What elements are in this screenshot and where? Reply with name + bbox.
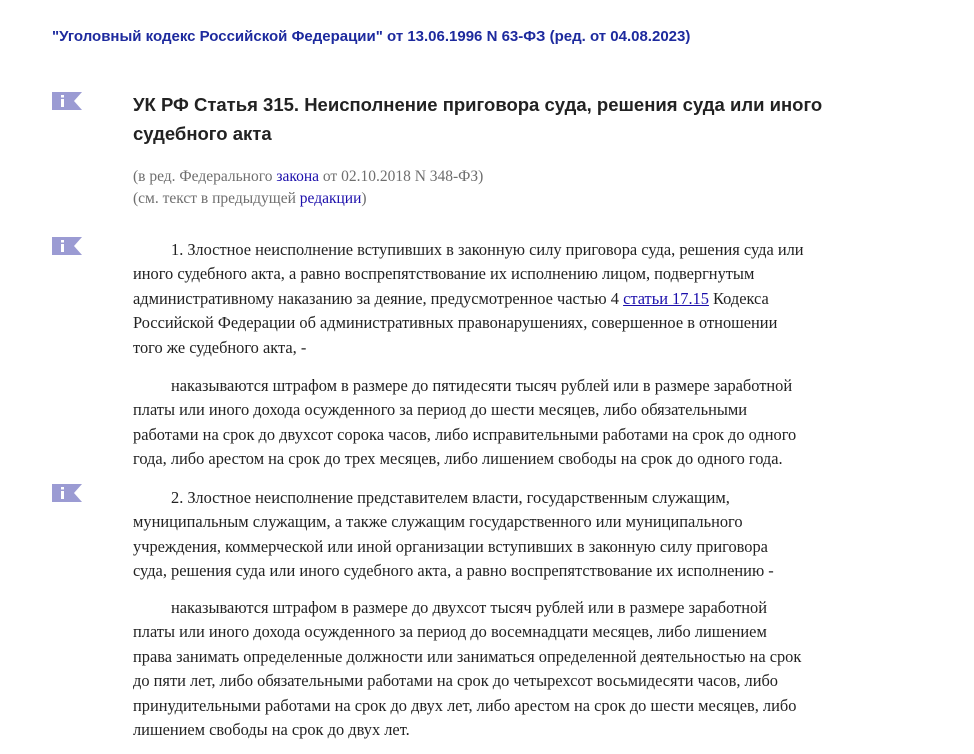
paragraph-line [133,287,963,311]
paragraph-line: права занимать определенные должности или заниматься определенной деятельностью на срок [133,646,802,666]
paragraph-line: муниципальным служащим, а также служащим государственного или муниципального [133,512,743,532]
article-title [133,90,913,148]
article-title-line: УК РФ Статья 315. Неисполнение приговора суда, решения суда или иного [133,94,823,115]
law-link[interactable]: закона [276,168,319,185]
paragraph-line: иного судебного акта, а равно воспрепятствование их исполнению лицом, подвергнутым [133,264,755,284]
paragraph-text: административному наказанию за деяние, предусмотренное частью 4 [133,288,624,308]
paragraph-line: года, либо арестом на срок до трех месяцев, либо лишением свободы на срок до одного года. [133,449,783,469]
paragraph-line: Российской Федерации об административных правонарушениях, совершенное в отношении [133,313,778,333]
paragraph-line: учреждения, коммерческой или иной организации вступивших в законную силу приговора [133,536,768,556]
paragraph-line: лишением свободы на срок до двух лет. [133,720,410,740]
article-sanction-1 [133,374,963,472]
previous-edition-note [133,188,367,210]
edition-note-text: от 02.10.2018 N 348-ФЗ) [319,168,484,185]
article-part-2 [133,486,963,584]
edition-note-text: ) [361,190,367,207]
paragraph-line: наказываются штрафом в размере до пятидесяти тысяч рублей или в размере заработной [171,376,793,395]
article-title-line: судебного акта [133,123,272,144]
edition-note-text: (см. текст в предыдущей [133,190,300,207]
article-sanction-2 [133,596,963,742]
paragraph-line: до пяти лет, либо обязательными работами на срок до четырехсот восьмидесяти часов, либо [133,671,779,691]
paragraph-line: суда, решения суда или иного судебного акта, а равно воспрепятствование их исполнению - [133,561,774,581]
edition-note [133,166,483,188]
paragraph-line: 2. Злостное неисполнение представителем власти, государственным служащим, [171,488,730,507]
info-icon[interactable] [52,484,82,502]
paragraph-line: работами на срок до двухсот сорока часов, либо исправительными работами на срок до одного [133,424,797,444]
info-icon[interactable] [52,92,82,110]
info-icon[interactable] [52,237,82,255]
document-link[interactable]: "Уголовный кодекс Российской Федерации" от 13.06.1996 N 63-ФЗ (ред. от 04.08.2023) [52,28,691,45]
paragraph-line: принудительными работами на срок до двух лет, либо арестом на срок до шести месяцев, либо [133,695,797,715]
previous-edition-link[interactable]: редакции [299,190,362,207]
paragraph-line: наказываются штрафом в размере до двухсот тысяч рублей или в размере заработной [171,598,767,617]
paragraph-line: 1. Злостное неисполнение вступивших в законную силу приговора суда, решения суда или [171,240,804,259]
paragraph-line: платы или иного дохода осужденного за период до шести месяцев, либо обязательными [133,400,748,420]
paragraph-line: того же судебного акта, - [133,337,307,357]
article-17-15-link[interactable]: статьи 17.15 [623,288,709,308]
edition-note-text: (в ред. Федерального [133,168,277,185]
paragraph-line: платы или иного дохода осужденного за период до восемнадцати месяцев, либо лишением [133,622,767,642]
article-part-1 [133,238,963,360]
paragraph-text: Кодекса [708,288,769,308]
